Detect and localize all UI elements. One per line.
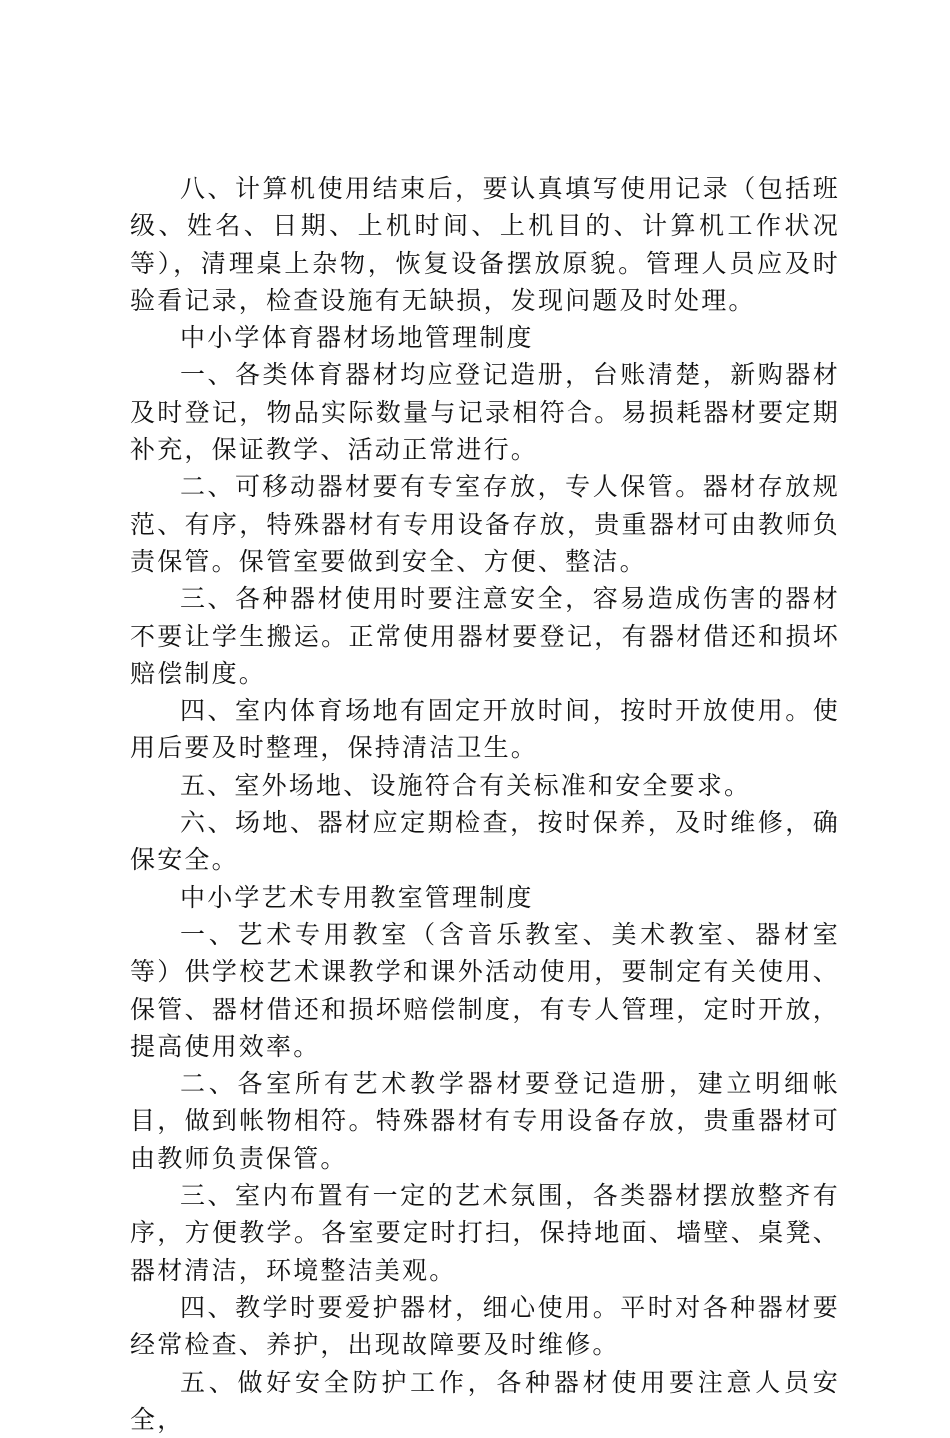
paragraph-computer-usage-rule-8: 八、计算机使用结束后，要认真填写使用记录（包括班级、姓名、日期、上机时间、上机目的、计算机工作状况等），清理桌上杂物，恢复设备摆放原貌。管理人员应及时验看记录，检查设施有无缺损，发现问题及时处理。 [130,170,840,319]
paragraph-art-rule-3: 三、室内布置有一定的艺术氛围，各类器材摆放整齐有序，方便教学。各室要定时打扫，保持地面、墙壁、桌凳、器材清洁，环境整洁美观。 [130,1177,840,1289]
paragraph-sports-rule-1: 一、各类体育器材均应登记造册，台账清楚，新购器材及时登记，物品实际数量与记录相符合。易损耗器材要定期补充，保证教学、活动正常进行。 [130,356,840,468]
document-body [130,170,840,1438]
paragraph-sports-rule-2: 二、可移动器材要有专室存放，专人保管。器材存放规范、有序，特殊器材有专用设备存放，贵重器材可由教师负责保管。保管室要做到安全、方便、整洁。 [130,468,840,580]
paragraph-art-rule-5: 五、做好安全防护工作，各种器材使用要注意人员安全， [130,1364,840,1438]
paragraph-sports-rule-4: 四、室内体育场地有固定开放时间，按时开放使用。使用后要及时整理，保持清洁卫生。 [130,692,840,767]
paragraph-art-rule-4: 四、教学时要爱护器材，细心使用。平时对各种器材要经常检查、养护，出现故障要及时维修。 [130,1289,840,1364]
section-heading-sports-equipment: 中小学体育器材场地管理制度 [130,319,840,356]
paragraph-sports-rule-5: 五、室外场地、设施符合有关标准和安全要求。 [130,767,840,804]
section-heading-art-classroom: 中小学艺术专用教室管理制度 [130,879,840,916]
paragraph-sports-rule-6: 六、场地、器材应定期检查，按时保养，及时维修，确保安全。 [130,804,840,879]
paragraph-art-rule-1: 一、艺术专用教室（含音乐教室、美术教室、器材室等）供学校艺术课教学和课外活动使用，要制定有关使用、保管、器材借还和损坏赔偿制度，有专人管理，定时开放，提高使用效率。 [130,916,840,1065]
paragraph-art-rule-2: 二、各室所有艺术教学器材要登记造册，建立明细帐目，做到帐物相符。特殊器材有专用设备存放，贵重器材可由教师负责保管。 [130,1065,840,1177]
paragraph-sports-rule-3: 三、各种器材使用时要注意安全，容易造成伤害的器材不要让学生搬运。正常使用器材要登记，有器材借还和损坏赔偿制度。 [130,580,840,692]
